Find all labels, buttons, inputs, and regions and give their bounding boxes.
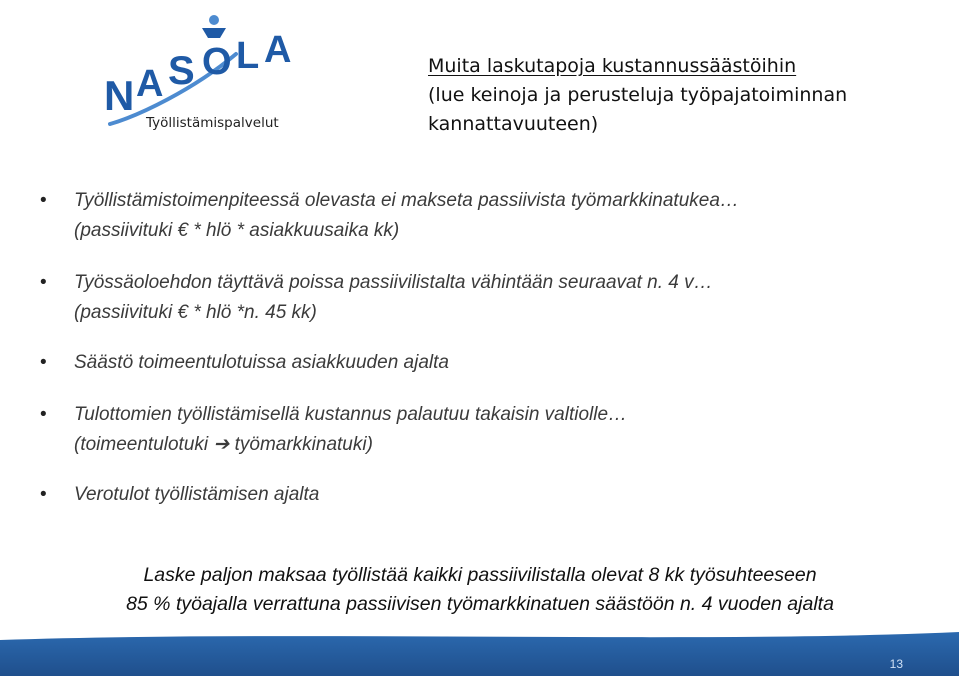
bullet-text: • Verotulot työllistämisen ajalta <box>74 484 320 505</box>
slide-title-sub-line2: kannattavuuteen) <box>428 113 599 135</box>
page-number: 13 <box>889 657 903 671</box>
footer-curve-shape <box>0 626 959 640</box>
logo-figure-head <box>209 15 219 25</box>
bullet-item <box>40 268 940 328</box>
bullet-item <box>40 186 940 246</box>
logo-letter-o: O <box>202 41 232 83</box>
logo-subtitle: Työllistämispalvelut <box>146 115 279 131</box>
bullet-text: (passiivituki € * hlö * asiakkuusaika kk) <box>74 220 400 241</box>
logo-letter-n: N <box>104 72 135 119</box>
logo-letter-s: S <box>168 49 195 93</box>
logo-figure-body <box>202 28 226 38</box>
calculation-note-line1: Laske paljon maksaa työllistää kaikki passiivilistalla olevat 8 kk työsuhteeseen <box>143 564 817 586</box>
nasola-logo <box>98 12 322 138</box>
bullet-text: • Säästö toimeentulotuissa asiakkuuden ajalta <box>74 352 449 373</box>
bullet-text: • Työssäoloehdon täyttävä poissa passiivilistalta vähintään seuraavat n. 4 v… <box>74 272 713 293</box>
slide-title-main: Muita laskutapoja kustannussäästöihin <box>428 55 797 77</box>
bullet-text: (passiivituki € * hlö *n. 45 kk) <box>74 302 317 323</box>
bullet-text: (toimeentulotuki ➔ työmarkkinatuki) <box>74 434 373 455</box>
calculation-note <box>40 561 920 619</box>
slide-title <box>428 52 948 139</box>
logo-letter-a2: A <box>264 29 292 71</box>
bullet-item <box>40 348 940 378</box>
logo-letter-l: L <box>236 35 260 77</box>
bullet-text: • Tulottomien työllistämisellä kustannus palautuu takaisin valtiolle… <box>74 404 628 425</box>
bullet-list <box>40 186 940 510</box>
logo-letter-a: A <box>136 63 164 105</box>
slide-title-sub-line1: (lue keinoja ja perusteluja työpajatoiminnan <box>428 84 848 106</box>
bullet-item <box>40 400 940 460</box>
calculation-note-line2: 85 % työajalla verrattuna passiivisen työmarkkinatuen säästöön n. 4 vuoden ajalta <box>126 593 834 615</box>
bullet-item <box>40 480 940 510</box>
footer-curve <box>0 626 959 646</box>
bullet-text: • Työllistämistoimenpiteessä olevasta ei makseta passiivista työmarkkinatukea… <box>74 190 739 211</box>
